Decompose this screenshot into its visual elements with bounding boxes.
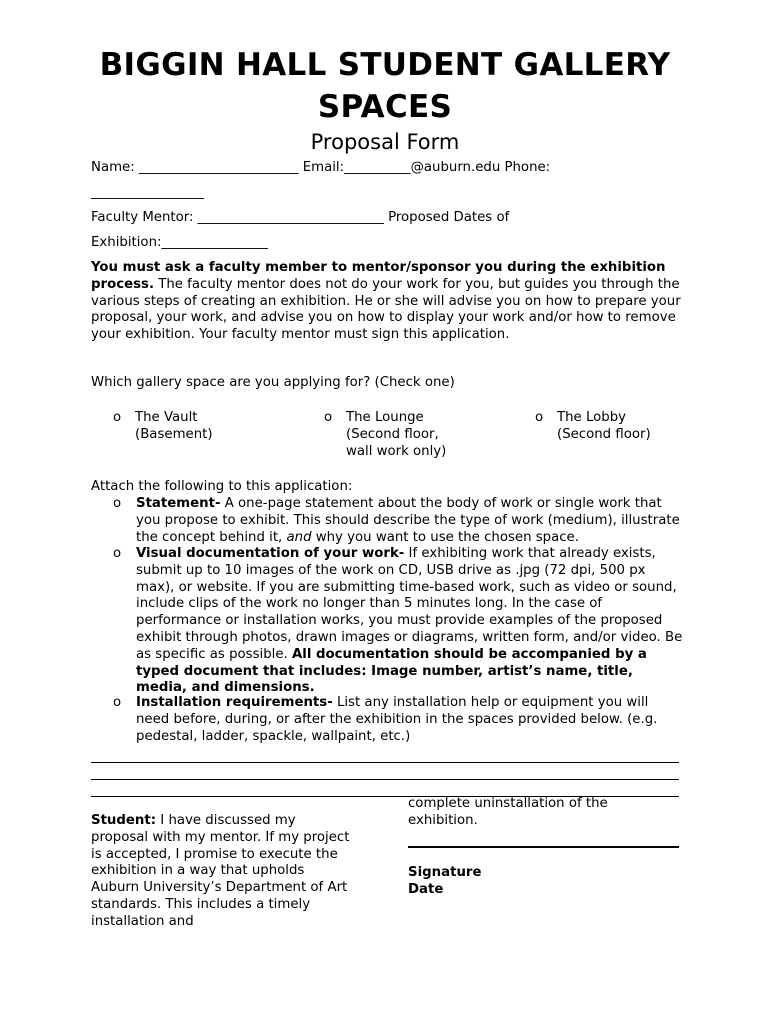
gallery-space-question: Which gallery space are you applying for? (Check one) [91, 375, 455, 390]
list-bullet: o [113, 695, 122, 710]
student-agreement-continuation: complete uninstallation of the exhibition. [408, 796, 608, 828]
date-label: Date [408, 881, 444, 897]
page-subtitle: Proposal Form [310, 130, 460, 154]
list-bullet: o [113, 496, 122, 511]
installation-answer-line[interactable] [91, 779, 679, 780]
list-bullet: o [113, 546, 122, 561]
name-email-phone-fields: Name: ________________________ Email:__________@auburn.edu Phone: [91, 160, 551, 175]
page-title: BIGGIN HALL STUDENT GALLERY SPACES [99, 47, 671, 125]
option-label: The Vault (Basement) [135, 410, 213, 442]
signature-line[interactable] [408, 846, 679, 848]
option-label: The Lobby (Second floor) [557, 410, 651, 442]
student-agreement: Student: I have discussed my proposal with my mentor. If my project is accepted, I promise to execute the exhibition in a way that upholds Auburn University’s Department of Art standards. This includes a timely installation and [91, 813, 350, 929]
option-checkbox-bullet[interactable]: o [324, 410, 333, 425]
installation-answer-line[interactable] [91, 762, 679, 763]
mentor-paragraph-bold: You must ask a faculty member to mentor/sponsor you during the exhibition process. [91, 260, 666, 292]
option-checkbox-bullet[interactable]: o [535, 410, 544, 425]
attach-intro: Attach the following to this application: [91, 479, 353, 494]
phone-field-blank: _________________ [91, 185, 205, 200]
proposal-form-page: BIGGIN HALL STUDENT GALLERY SPACES Proposal Form Name: ________________________ Email:__________@auburn.edu Phone: _________________ Faculty Mentor: ____________________________ Proposed Dates of Exhibition:________________ You must ask a faculty member to mentor/sponsor you during the exhibition process. The faculty mentor does not do your work for you, but guides you through the various steps of creating an exhibition. He or she will advise you on how to prepare your proposal, your work, and advise you on how to display your work and/or how to remove your exhibition. Your faculty mentor must sign this application. Which gallery space are you applying for? (Check one) o The Vault (Basement) o The Lounge (Second floor, wall work only) o The Lobby (Second floor) Attach the following to this application: o Statement- A one-page statement about the body of work or single work that you propose to exhibit. This should describe the type of work (medium), illustrate the concept behind it, and why you want to use the chosen space. o Visual documentation of your work- If exhibiting work that already exists, submit up to 10 images of the work on CD, USB drive as .jpg (72 dpi, 500 px max), or website. If you are submitting time-based work, such as video or sound, include clips of the work no longer than 5 minutes long. In the case of performance or installation works, you must provide examples of the proposed exhibit through photos, drawn images or diagrams, written form, and/or video. Be as specific as possible. All documentation should be accompanied by a typed document that includes: Image number, artist’s name, title, media, and dimensions. o Installation requirements- List any installation help or equipment you will need before, during, or after the exhibition in the spaces provided below. (e.g. pedestal, ladder, spackle, wallpaint, etc.) Student: I have discussed my proposal with my mentor. If my project is accepted, I promise to execute the exhibition in a way that upholds Auburn University’s Department of Art standards. This includes a timely installation and complete uninstallation of the exhibition. Signature Date [0, 0, 770, 1024]
mentor-paragraph-text: The faculty mentor does not do your work for you, but guides you through the various steps of creating an exhibition. He or she will advise you on how to prepare your proposal, your work, and advise you on how to display your work and/or how to remove your exhibition. Your faculty mentor must sign this application. [91, 276, 681, 343]
faculty-mentor-field: Faculty Mentor: ____________________________ Proposed Dates of [91, 210, 510, 225]
mentor-paragraph [91, 260, 691, 344]
option-checkbox-bullet[interactable]: o [113, 410, 122, 425]
signature-date-labels [408, 865, 482, 899]
option-label: The Lounge (Second floor, wall work only) [346, 410, 447, 459]
exhibition-dates-field: Exhibition:________________ [91, 235, 268, 250]
signature-label: Signature [408, 865, 482, 880]
